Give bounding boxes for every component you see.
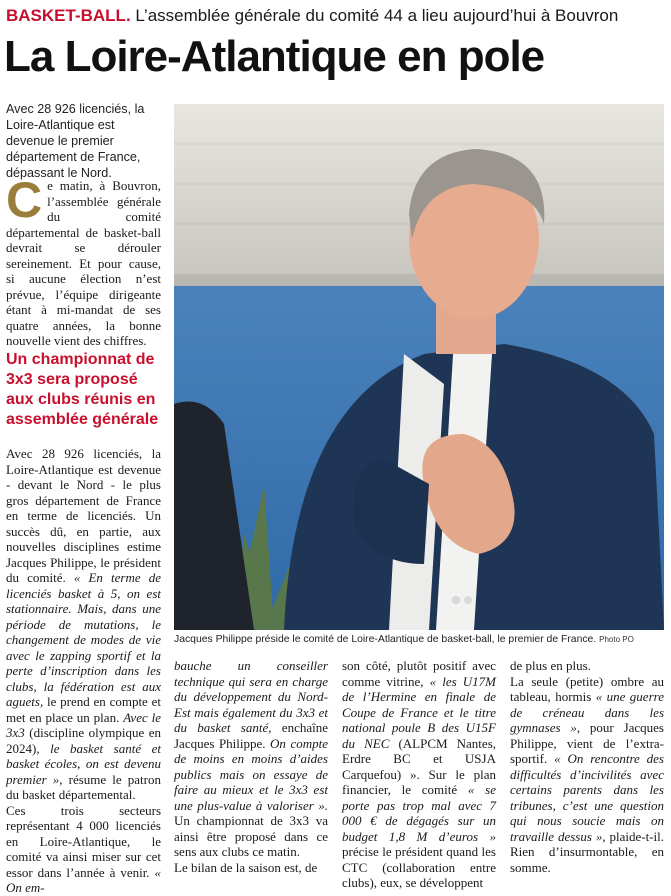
paragraph: Ces trois secteurs représentant 4 000 licenciés en Loire-Atlantique, le comité va ainsi miser sur cet essor dans l’année à venir. « On em- (6, 802, 161, 895)
column-4 (510, 658, 664, 875)
kicker (6, 6, 618, 26)
subhead: Un championnat de 3x3 sera proposé aux clubs réunis en assemblée générale (6, 351, 159, 428)
dropcap: C (6, 172, 43, 228)
headline: La Loire-Atlantique en pole (4, 32, 545, 81)
photo-credit: Photo PO (599, 635, 634, 644)
column-2 (174, 658, 328, 875)
photo-caption: Jacques Philippe préside le comité de Loire-Atlantique de basket-ball, le premier de France. Photo PO (174, 634, 634, 645)
paragraph: son côté, plutôt positif avec comme vitrine, « les U17M de l’Hermine en finale de Coupe de France et le titre national poule B des U15F du NEC (ALPCM Nantes, Erdre BC et USJA Carquefou) ». Sur le plan financier, le comité « se porte pas trop mal avec 7 000 € de dégagés sur un budget 1,8 M d’euros » précise le président quand les CTC (collaboration entre clubs), eux, se développent (342, 658, 496, 890)
intro-paragraph (6, 172, 161, 349)
paragraph: de plus en plus. (510, 658, 591, 673)
portrait-illustration (174, 104, 664, 630)
intro-text: e matin, à Bouvron, l’assemblée générale du comité départemental de basket-ball devrait se dérouler sereinement. Et pour cause, si aucune élection n’est prévue, l’équipe dirigeante étant à mi-mandat de ses quatre années, la bonne nouvelle vient des chiffres. (6, 178, 161, 348)
portrait-photo (174, 104, 664, 630)
column-3 (342, 658, 496, 891)
column-1 (6, 446, 161, 896)
paragraph: Le bilan de la saison est, de (174, 859, 318, 875)
paragraph: La seule (petite) ombre au tableau, hormis « une guerre de créneau dans les gymnases », pour Jacques Philippe, vient de l’extra-sportif. « On rencontre des difficultés d’incivilités avec certains parents dans les tribunes, c’est une question qui nous soucie mais on travaille dessus », plaide-t-il. Rien d’insurmontable, en somme. (510, 673, 664, 875)
paragraph: Avec 28 926 licenciés, la Loire-Atlantique est devenue - devant le Nord - le plus gros département de France en terme de licenciés. Un succès dû, en partie, aux nouvelles disciplines estime Jacques Philippe, le président du comité. « En terme de licenciés basket à 5, on est stationnaire. Mais, dans une période de mutations, le changement de modes de vie avec le zapping sportif et la perte d’inscription dans les clubs, la fédération est aux aguets, le prend en compte et met en place un plan. Avec le 3x3 (discipline olympique en 2024), le basket santé et basket écoles, on est devenu premier », résume le patron du basket départemental. (6, 446, 161, 802)
paragraph: bauche un conseiller technique qui sera en charge du développement du Nord-Est mais également du 3x3 et du basket santé, enchaîne Jacques Philippe. On compte de moins en moins d’aides publics mais on essaye de faire au mieux et le 3x3 est une plus-value à valoriser ». Un championnat de 3x3 va ainsi être proposé dans ce sens aux clubs ce matin. (174, 658, 328, 859)
lead: Avec 28 926 licenciés, la Loire-Atlantique est devenue le premier département de France, dépassant le Nord. (6, 102, 145, 180)
section-label: BASKET-BALL. (6, 6, 131, 25)
kicker-text: L’assemblée générale du comité 44 a lieu aujourd’hui à Bouvron (135, 6, 619, 25)
